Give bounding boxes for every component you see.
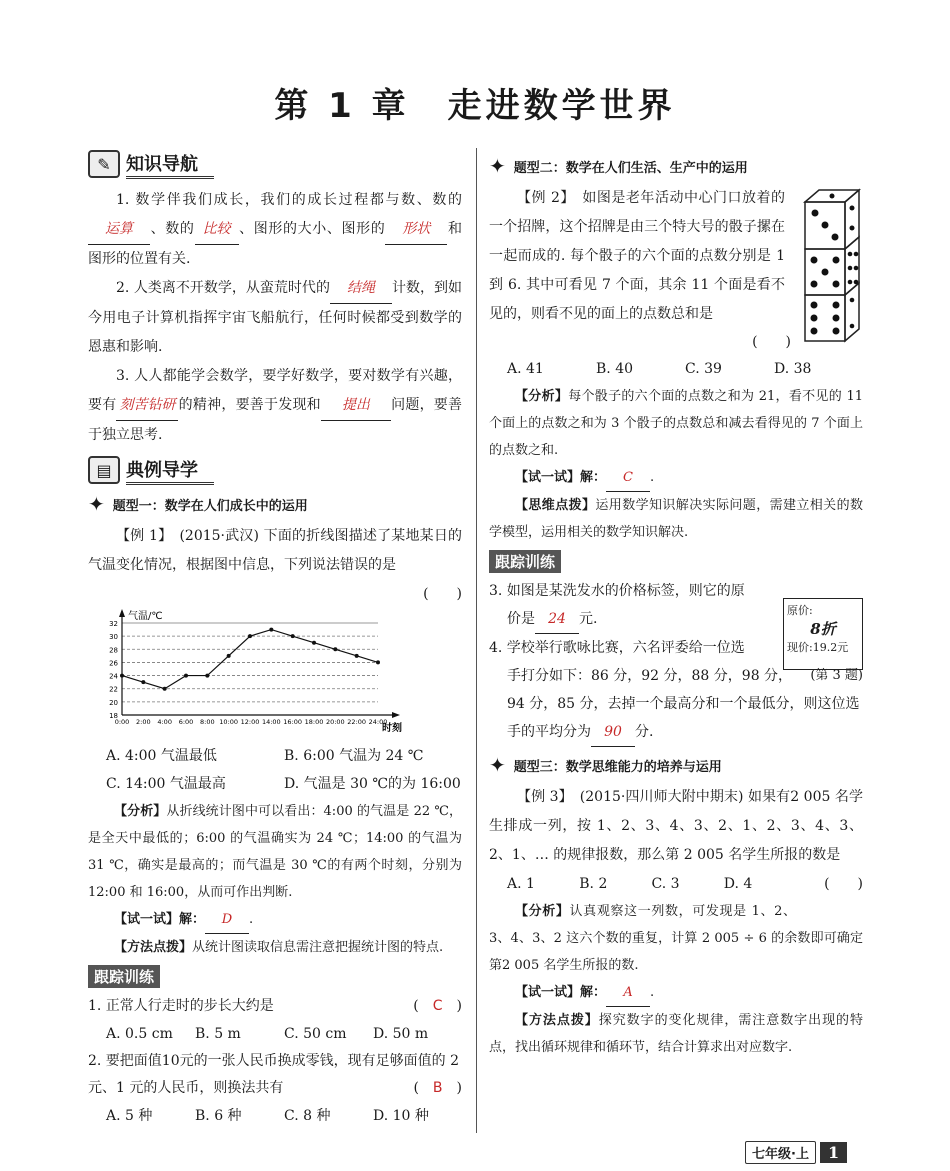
temperature-chart bbox=[88, 586, 462, 738]
x-axis-label: 时刻 bbox=[382, 723, 402, 734]
method-3: 【方法点拨】探究数字的变化规律，需注意数字出现的特点，找出循环规律和循环节，结合计算求出对应数字. bbox=[489, 1013, 863, 1055]
x-tick-label: 16:00 bbox=[283, 718, 303, 726]
data-point bbox=[227, 654, 231, 658]
x-tick-label: 6:00 bbox=[178, 718, 194, 726]
answer-blank: 刻苦钻研 bbox=[116, 391, 178, 421]
data-point bbox=[184, 674, 188, 678]
question-4-cont2: 94 分，85 分，去掉一个最高分和一个最低分，则这位选手的平均分为 90 分. bbox=[489, 690, 863, 747]
column-divider bbox=[476, 148, 477, 1133]
section-examples bbox=[88, 454, 462, 486]
data-point bbox=[333, 647, 337, 651]
book-pencil-icon: ✎ bbox=[88, 150, 120, 178]
try-1: 【试一试】解： D . bbox=[88, 906, 462, 934]
data-point bbox=[248, 634, 252, 638]
option-a: A. 4:00 气温最低 bbox=[106, 748, 217, 764]
answer-blank: 比较 bbox=[195, 215, 239, 245]
data-point bbox=[355, 654, 359, 658]
question-3: 3. 如图是某洗发水的价格标签，则它的原 bbox=[489, 583, 745, 599]
example-1: 【例 1】 (2015·武汉) 下面的折线图描述了某地某日的气温变化情况，根据图中信息，下列说法错误的是 ( ) bbox=[88, 528, 462, 602]
x-tick-label: 12:00 bbox=[240, 718, 260, 726]
x-tick-label: 24:00 bbox=[368, 718, 388, 726]
question-2: 2. 要把面值10元的一张人民币换成零钱，现有足够面值的 2 元、1 元的人民币，则换法共有 ( B ) bbox=[88, 1053, 462, 1096]
example-3: 【例 3】 (2015·四川师大附中期末) 如果有2 005 名学生排成一列，按 1、2、3、4、3、2、1、2、3、4、3、2、1、… 的规律报数，那么第 2 005 名学生所报的数是 ( ) bbox=[489, 789, 863, 892]
analysis-1: 【分析】从折线统计图中可以看出：4:00 的气温是 22 ℃，是全天中最低的；6:00 的气温确实为 24 ℃；14:00 的气温为 31 ℃，确实是最高的；而气温是 30 ℃的有两个时刻，分别为 12:00 和 16:00，从而可作出判断. bbox=[88, 804, 462, 900]
answer-blank: 提出 bbox=[321, 391, 391, 421]
option-d: D. 气温是 30 ℃的为 16:00 bbox=[284, 776, 461, 792]
page-number: 1 bbox=[820, 1142, 847, 1163]
x-tick-label: 4:00 bbox=[157, 718, 172, 726]
x-tick-label: 18:00 bbox=[304, 718, 324, 726]
answer-blank: 结绳 bbox=[330, 274, 392, 304]
y-tick-label: 30 bbox=[109, 633, 118, 642]
type-heading: ✦ 题型三：数学思维能力的培养与运用 bbox=[489, 753, 722, 777]
data-point bbox=[291, 634, 295, 638]
knowledge-1: 1. 数学伴我们成长，我们的成长过程都与数、数的运算 、数的 比较 、图形的大小、图形的 形状 和图形的位置有关. bbox=[88, 192, 462, 267]
data-point bbox=[120, 674, 124, 678]
try-2: 【试一试】解： C . bbox=[489, 464, 863, 492]
knowledge-3: 3. 人人都能学会数学，要学好数学，要对数学有兴趣，要有 刻苦钻研 的精神，要善于发现和 提出 问题，要善于独立思考. bbox=[88, 368, 463, 443]
x-tick-label: 10:00 bbox=[219, 718, 239, 726]
right-column bbox=[489, 148, 863, 1061]
question-3-cont: 价是 24 元. bbox=[489, 605, 863, 634]
y-axis-label: 气温/℃ bbox=[128, 611, 163, 622]
y-tick-label: 18 bbox=[109, 712, 118, 720]
answer-blank: C bbox=[606, 464, 650, 492]
y-tick-label: 20 bbox=[109, 698, 118, 707]
options bbox=[88, 742, 462, 770]
books-icon: ▤ bbox=[88, 456, 120, 484]
series-line bbox=[122, 630, 378, 689]
question-4-cont: 手打分如下：86 分，92 分，88 分，98 分， (第 3 题) bbox=[489, 662, 863, 690]
answer-blank: 24 bbox=[535, 605, 579, 634]
compass-star-icon: ✦ bbox=[489, 154, 506, 178]
data-point bbox=[205, 674, 209, 678]
question-4: 4. 学校举行歌咏比赛，六名评委给一位选 bbox=[489, 640, 745, 656]
training-label: 跟踪训练 bbox=[88, 965, 160, 988]
method-1: 【方法点拨】从统计图读取信息需注意把握统计图的特点. bbox=[114, 940, 444, 955]
section-knowledge bbox=[88, 148, 462, 180]
y-tick-label: 24 bbox=[109, 672, 118, 681]
y-tick-label: 22 bbox=[109, 685, 118, 694]
example-2: 【例 2】 如图是老年活动中心门口放着的一个招牌，这个招牌是由三个特大号的骰子摞在一起而成的. 每个骰子的六个面的点数分别是 1 到 6. 其中可看见 7 个面，其余 11 个面是看不见的，则看不见的面上的点数总和是 bbox=[489, 190, 785, 322]
x-tick-label: 0:00 bbox=[114, 718, 130, 726]
analysis-3: 【分析】认真观察这一列数，可发现是 1、2、3、4、3、2 这六个数的重复，计算 2 005 ÷ 6 的余数即可确定第2 005 名学生所报的数. bbox=[489, 904, 863, 973]
y-tick-label: 32 bbox=[109, 620, 118, 628]
compass-star-icon: ✦ bbox=[88, 492, 105, 516]
figure-caption: (第 3 题) bbox=[810, 668, 863, 683]
try-3: 【试一试】解： A . bbox=[489, 979, 863, 1007]
options: A. 1 B. 2 C. 3 D. 4 bbox=[507, 876, 753, 892]
x-axis-arrow bbox=[392, 712, 400, 718]
data-point bbox=[269, 628, 273, 632]
options: A. 41 B. 40 C. 39 D. 38 bbox=[507, 361, 812, 377]
y-tick-label: 28 bbox=[109, 646, 118, 655]
data-point bbox=[141, 680, 145, 684]
think-2: 【思维点拨】运用数学知识解决实际问题，需建立相关的数学模型，运用相关的数学知识解决. bbox=[489, 498, 863, 540]
dice-stack-figure bbox=[801, 188, 863, 343]
q2-options: A. 5 种 B. 6 种 C. 8 种 D. 10 种 bbox=[106, 1108, 429, 1124]
grade-label: 七年级·上 bbox=[745, 1141, 816, 1164]
x-tick-label: 14:00 bbox=[261, 718, 281, 726]
section-title: 知识导航 bbox=[126, 150, 214, 179]
x-tick-label: 8:00 bbox=[200, 718, 215, 726]
type-heading: ✦ 题型一：数学在人们成长中的运用 bbox=[88, 492, 308, 516]
y-tick-label: 26 bbox=[109, 659, 118, 668]
type-heading: ✦ 题型二：数学在人们生活、生产中的运用 bbox=[489, 154, 748, 178]
bracket: ( ) bbox=[752, 334, 791, 350]
price-tag-figure: 原价: 8折 现价:19.2元 bbox=[783, 598, 863, 670]
answer-blank: 90 bbox=[591, 718, 635, 747]
y-axis-arrow bbox=[119, 609, 125, 617]
x-tick-label: 2:00 bbox=[136, 718, 151, 726]
question-1: 1. 正常人行走时的步长大约是 ( C ) bbox=[88, 998, 462, 1014]
answer-blank: A bbox=[606, 979, 650, 1007]
x-tick-label: 20:00 bbox=[325, 718, 345, 726]
section-title: 典例导学 bbox=[126, 456, 214, 485]
line-chart-svg bbox=[88, 609, 418, 734]
left-column bbox=[88, 148, 462, 1130]
q1-options: A. 0.5 cm B. 5 m C. 50 cm D. 50 m bbox=[106, 1026, 429, 1042]
page-title: 第 1 章 走进数学世界 bbox=[274, 86, 676, 126]
compass-star-icon: ✦ bbox=[489, 753, 506, 777]
data-point bbox=[163, 687, 167, 691]
analysis-2: 【分析】每个骰子的六个面的点数之和为 21，看不见的 11 个面上的点数之和为 3 个骰子的点数总和减去看得见的 7 个面上的点数之和. bbox=[489, 389, 863, 458]
answer-blank: D bbox=[205, 906, 249, 934]
data-point bbox=[312, 641, 316, 645]
answer-blank: 运算 bbox=[88, 215, 150, 245]
option-b: B. 6:00 气温为 24 ℃ bbox=[284, 748, 424, 764]
option-c: C. 14:00 气温最高 bbox=[106, 776, 226, 792]
footer bbox=[745, 1140, 865, 1164]
x-tick-label: 22:00 bbox=[347, 718, 367, 726]
knowledge-2: 2. 人类离不开数学，从蛮荒时代的 结绳 计数，到如今用电子计算机指挥宇宙飞船航行，任何时候都受到数学的恩惠和影响. bbox=[88, 274, 462, 362]
data-point bbox=[376, 660, 380, 664]
training-label: 跟踪训练 bbox=[489, 550, 561, 573]
options bbox=[88, 770, 462, 798]
answer-blank: 形状 bbox=[385, 215, 447, 245]
